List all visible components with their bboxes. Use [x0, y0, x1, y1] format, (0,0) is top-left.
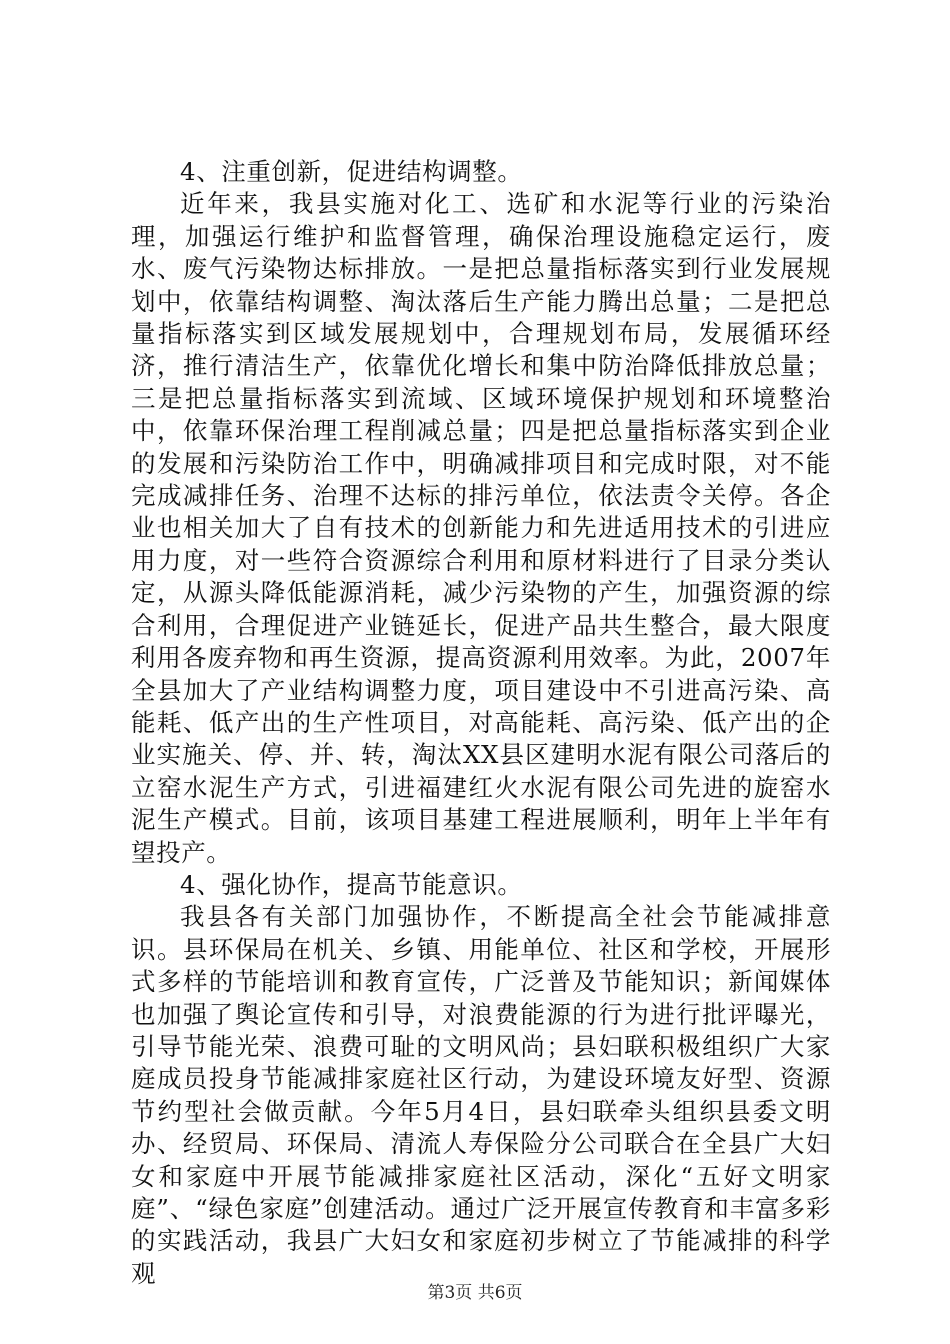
- document-body: [131, 156, 831, 1290]
- section-heading: 4、强化协作，提高节能意识。: [180, 869, 523, 899]
- page-footer: 第3页 共6页: [427, 1283, 523, 1303]
- section-heading: 4、注重创新，促进结构调整。: [180, 157, 523, 186]
- body-paragraph: 近年来，我县实施对化工、选矿和水泥等行业的污染治理，加强运行维护和监督管理，确保治理设施稳定运行，废水、废气污染物达标排放。一是把总量指标落实到行业发展规划中，依靠结构调整、淘汰落后生产能力腾出总量；二是把总量指标落实到区域发展规划中，合理规划布局，发展循环经济，推行清洁生产，依靠优化增长和集中防治降低排放总量；三是把总量指标落实到流域、区域环境保护规划和环境整治中，依靠环保治理工程削减总量；四是把总量指标落实到企业的发展和污染防治工作中，明确减排项目和完成时限，对不能完成减排任务、治理不达标的排污单位，依法责令关停。各企业也相关加大了自有技术的创新能力和先进适用技术的引进应用力度，对一些符合资源综合利用和原材料进行了目录分类认定，从源头降低能源消耗，减少污染物的产生，加强资源的综合利用，合理促进产业链延长，促进产品共生整合，最大限度利用各废弃物和再生资源，提高资源利用效率。为此，2007年全县加大了产业结构调整力度，项目建设中不引进高污染、高能耗、低产出的生产性项目，对高能耗、高污染、低产出的企业实施关、停、并、转，淘汰XX县区建明水泥有限公司落后的立窑水泥生产方式，引进福建红火水泥有限公司先进的旋窑水泥生产模式。目前，该项目基建工程进展顺利，明年上半年有望投产。: [131, 189, 831, 867]
- body-paragraph: 我县各有关部门加强协作，不断提高全社会节能减排意识。县环保局在机关、乡镇、用能单位、社区和学校，开展形式多样的节能培训和教育宣传，广泛普及节能知识；新闻媒体也加强了舆论宣传和引导，对浪费能源的行为进行批评曝光，引导节能光荣、浪费可耻的文明风尚；县妇联积极组织广大家庭成员投身节能减排家庭社区行动，为建设环境友好型、资源节约型社会做贡献。今年5月4日，县妇联牵头组织县委文明办、经贸局、环保局、清流人寿保险分公司联合在全县广大妇女和家庭中开展节能减排家庭社区活动，深化“五好文明家庭”、“绿色家庭”创建活动。通过广泛开展宣传教育和丰富多彩的实践活动，我县广大妇女和家庭初步树立了节能减排的科学观: [131, 902, 831, 1288]
